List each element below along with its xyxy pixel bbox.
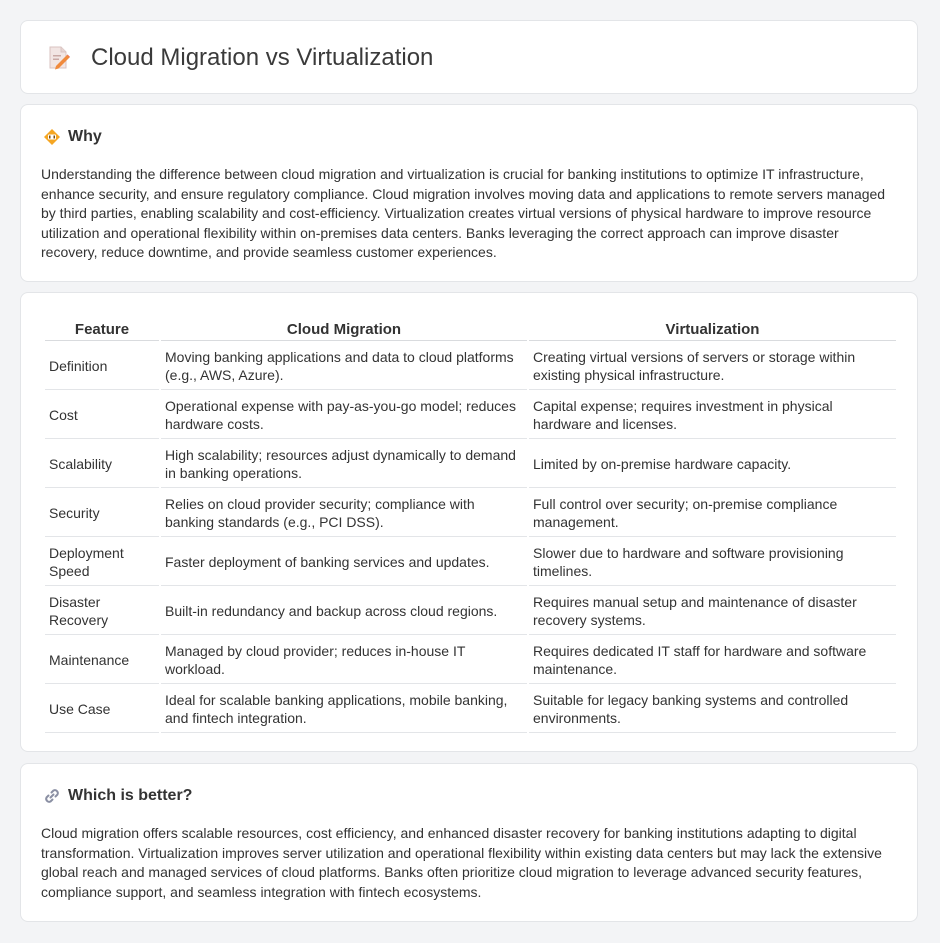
virtualization-cell: Limited by on-premise hardware capacity. [529, 441, 896, 488]
column-header: Virtualization [529, 317, 896, 341]
table-row [45, 392, 896, 439]
feature-cell: Cost [45, 392, 159, 439]
comparison-table [43, 315, 898, 735]
why-section [20, 104, 918, 282]
column-header: Cloud Migration [161, 317, 527, 341]
cloud-migration-cell: High scalability; resources adjust dynamically to demand in banking operations. [161, 441, 527, 488]
cloud-migration-cell: Relies on cloud provider security; compliance with banking standards (e.g., PCI DSS). [161, 490, 527, 537]
virtualization-cell: Requires dedicated IT staff for hardware and software maintenance. [529, 637, 896, 684]
cloud-migration-cell: Built-in redundancy and backup across cloud regions. [161, 588, 527, 635]
feature-cell: Disaster Recovery [45, 588, 159, 635]
warning-sign-icon [43, 128, 61, 146]
virtualization-cell: Suitable for legacy banking systems and controlled environments. [529, 686, 896, 733]
page-title: Cloud Migration vs Virtualization [91, 44, 434, 71]
table-row [45, 441, 896, 488]
which-is-better-body: Cloud migration offers scalable resources, cost efficiency, and enhanced disaster recovery for banking institutions adapting to digital transformation. Virtualization improves server utilization and operational flexibility within existing data centers but may lack the extensive global reach and managed services of cloud platforms. Banks often prioritize cloud migration to leverage advanced security features, compliance support, and seamless integration with fintech ecosystems. [41, 825, 882, 900]
table-row [45, 686, 896, 733]
table-row [45, 343, 896, 390]
link-icon [43, 787, 61, 805]
header-card [20, 20, 918, 94]
why-body: Understanding the difference between cloud migration and virtualization is crucial for banking institutions to optimize IT infrastructure, enhance security, and ensure regulatory compliance. Cloud migration involves moving data and applications to remote servers managed by third parties, enabling scalability and cost-efficiency. Virtualization creates virtual versions of physical hardware to improve resource utilization and operational flexibility within on-premises data centers. Banks leveraging the correct approach can improve disaster recovery, reduce downtime, and provide seamless customer experiences. [41, 166, 886, 261]
feature-cell: Maintenance [45, 637, 159, 684]
virtualization-cell: Full control over security; on-premise compliance management. [529, 490, 896, 537]
table-header-row [45, 317, 896, 341]
which-is-better-section [20, 763, 918, 922]
which-is-better-heading: Which is better? [68, 787, 193, 804]
cloud-migration-cell: Moving banking applications and data to cloud platforms (e.g., AWS, Azure). [161, 343, 527, 390]
virtualization-cell: Creating virtual versions of servers or storage within existing physical infrastructure. [529, 343, 896, 390]
comparison-card [20, 292, 918, 752]
why-heading: Why [68, 128, 102, 145]
feature-cell: Scalability [45, 441, 159, 488]
table-row [45, 539, 896, 586]
virtualization-cell: Requires manual setup and maintenance of disaster recovery systems. [529, 588, 896, 635]
cloud-migration-cell: Managed by cloud provider; reduces in-house IT workload. [161, 637, 527, 684]
table-row [45, 588, 896, 635]
document-pencil-icon [48, 46, 70, 70]
virtualization-cell: Slower due to hardware and software provisioning timelines. [529, 539, 896, 586]
column-header: Feature [45, 317, 159, 341]
table-row [45, 637, 896, 684]
feature-cell: Deployment Speed [45, 539, 159, 586]
cloud-migration-cell: Faster deployment of banking services and updates. [161, 539, 527, 586]
feature-cell: Security [45, 490, 159, 537]
virtualization-cell: Capital expense; requires investment in physical hardware and licenses. [529, 392, 896, 439]
table-row [45, 490, 896, 537]
cloud-migration-cell: Operational expense with pay-as-you-go model; reduces hardware costs. [161, 392, 527, 439]
feature-cell: Definition [45, 343, 159, 390]
cloud-migration-cell: Ideal for scalable banking applications, mobile banking, and fintech integration. [161, 686, 527, 733]
feature-cell: Use Case [45, 686, 159, 733]
